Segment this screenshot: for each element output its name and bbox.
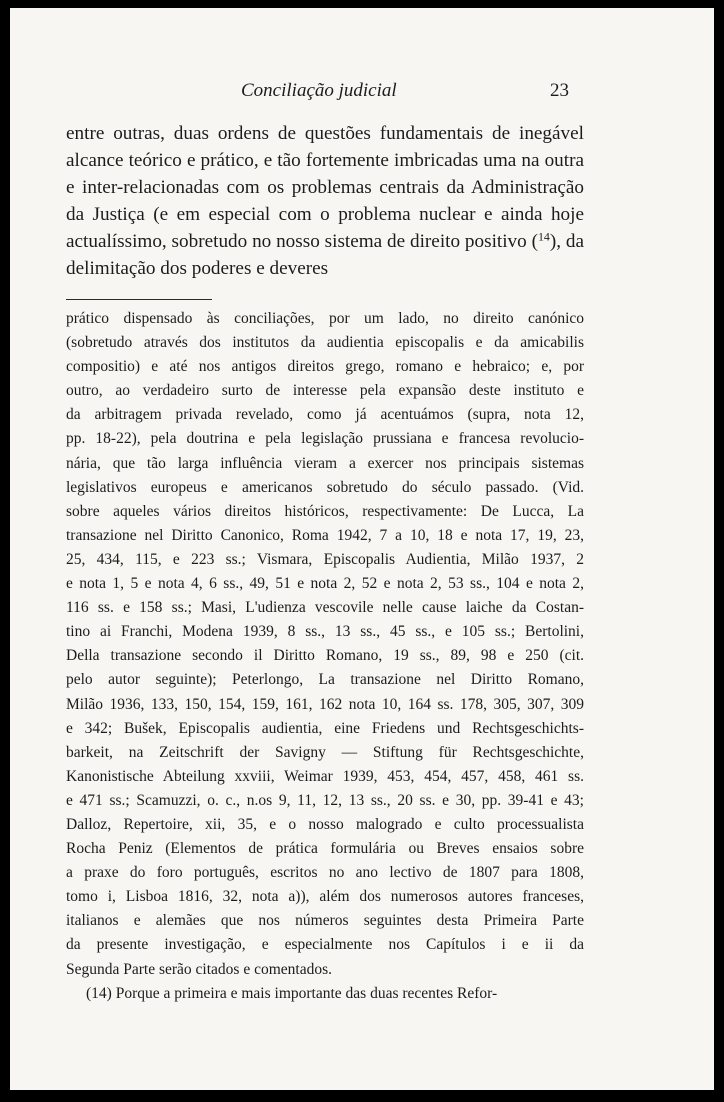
footnote-line: prático dispensado às conciliações, por um lado, no direito canónico	[66, 310, 584, 327]
body-paragraph	[66, 120, 584, 282]
footnote-line: Dalloz, Repertoire, xii, 35, e o nosso malogrado e culto processualista	[66, 815, 584, 833]
footnote-line: nária, que tão larga influência vieram a exercer nos principais sistemas	[66, 454, 584, 472]
footnote-line: outro, ao verdadeiro surto de interesse pela expansão deste instituto e	[66, 382, 584, 400]
footnote-line: e nota 1, 5 e nota 4, 6 ss., 49, 51 e nota 2, 52 e nota 2, 53 ss., 104 e nota 2,	[66, 575, 584, 593]
footnote-line: 25, 434, 115, e 223 ss.; Vismara, Episcopalis Audientia, Milão 1937, 2	[66, 550, 584, 568]
footnote-continuation	[66, 307, 584, 982]
book-page	[10, 8, 714, 1090]
footnote-line: 116 ss. e 158 ss.; Masi, L'udienza vescovile nelle cause laiche da Costan-	[66, 599, 584, 617]
page-header	[10, 80, 714, 108]
footnote-line: Milão 1936, 133, 150, 154, 159, 161, 162 nota 10, 164 ss. 178, 305, 307, 309	[66, 695, 584, 713]
footnote-line: italianos e alemães que nos números seguintes desta Primeira Parte	[66, 912, 584, 930]
footnote-line: tino ai Franchi, Modena 1939, 8 ss., 13 ss., 45 ss., e 105 ss.; Bertolini,	[66, 623, 584, 641]
footnote-14	[66, 982, 584, 1006]
footnote-14-text: Porque a primeira e mais importante das duas recentes Refor-	[115, 984, 498, 1002]
footnote-14-mark: (14)	[86, 984, 112, 1002]
running-title: Conciliação judicial	[241, 80, 397, 101]
footnote-line: sobre aqueles vários direitos históricos, respectivamente: De Lucca, La	[66, 502, 584, 520]
footnote-line: e 471 ss.; Scamuzzi, o. c., n.os 9, 11, 12, 13 ss., 20 ss. e 30, pp. 39-41 e 43;	[66, 791, 584, 809]
footnote-line: barkeit, na Zeitschrift der Savigny — Stiftung für Rechtsgeschichte,	[66, 743, 584, 761]
footnote-line: legislativos europeus e americanos sobretudo do século passado. (Vid.	[66, 478, 584, 496]
footnote-line: tomo i, Lisboa 1816, 32, nota a)), além dos numerosos autores franceses,	[66, 888, 584, 906]
footnotes	[66, 307, 584, 1006]
footnote-line: e 342; Bušek, Episcopalis audientia, eine Friedens und Rechtsgeschichts-	[66, 719, 584, 737]
footnote-separator	[66, 299, 212, 300]
footnote-line: Rocha Peniz (Elementos de prática formulária ou Breves ensaios sobre	[66, 840, 584, 858]
body-text-before-ref: entre outras, duas ordens de questões fundamentais de inegável alcance teórico e prático, e tão fortemente imbricadas uma na outra e inter-relacionadas com os problemas centrais da Administração da Justiça (e em especial com o problema nuclear e ainda hoje actualíssimo, sobretudo no nosso sistema de direito positivo (	[66, 123, 584, 252]
footnote-line: pp. 18-22), pela doutrina e pela legislação prussiana e francesa revolucio-	[66, 430, 584, 448]
footnote-line: Della transazione secondo il Diritto Romano, 19 ss., 89, 98 e 250 (cit.	[66, 647, 584, 665]
footnote-line: Segunda Parte serão citados e comentados.	[66, 960, 332, 978]
footnote-line: transazione nel Diritto Canonico, Roma 1942, 7 a 10, 18 e nota 17, 19, 23,	[66, 526, 584, 544]
footnote-line: (sobretudo através dos institutos da audientia episcopalis e da amicabilis	[66, 334, 584, 352]
body-text-after-ref: ), da delimitação dos poderes e deveres	[66, 231, 585, 279]
page-number: 23	[550, 80, 569, 101]
footnote-line: pelo autor seguinte); Peterlongo, La transazione nel Diritto Romano,	[66, 671, 584, 689]
footnote-line: da presente investigação, e especialmente nos Capítulos i e ii da	[66, 936, 584, 954]
footnote-line: da arbitragem privada revelado, como já acentuámos (supra, nota 12,	[66, 406, 584, 424]
footnote-line: Kanonistische Abteilung xxviii, Weimar 1939, 453, 454, 457, 458, 461 ss.	[66, 767, 584, 785]
footnote-line: a praxe do foro português, escritos no ano lectivo de 1807 para 1808,	[66, 864, 584, 882]
footnote-line: compositio) e até nos antigos direitos grego, romano e hebraico; e, por	[66, 358, 584, 376]
footnote-reference: 14	[537, 229, 550, 244]
